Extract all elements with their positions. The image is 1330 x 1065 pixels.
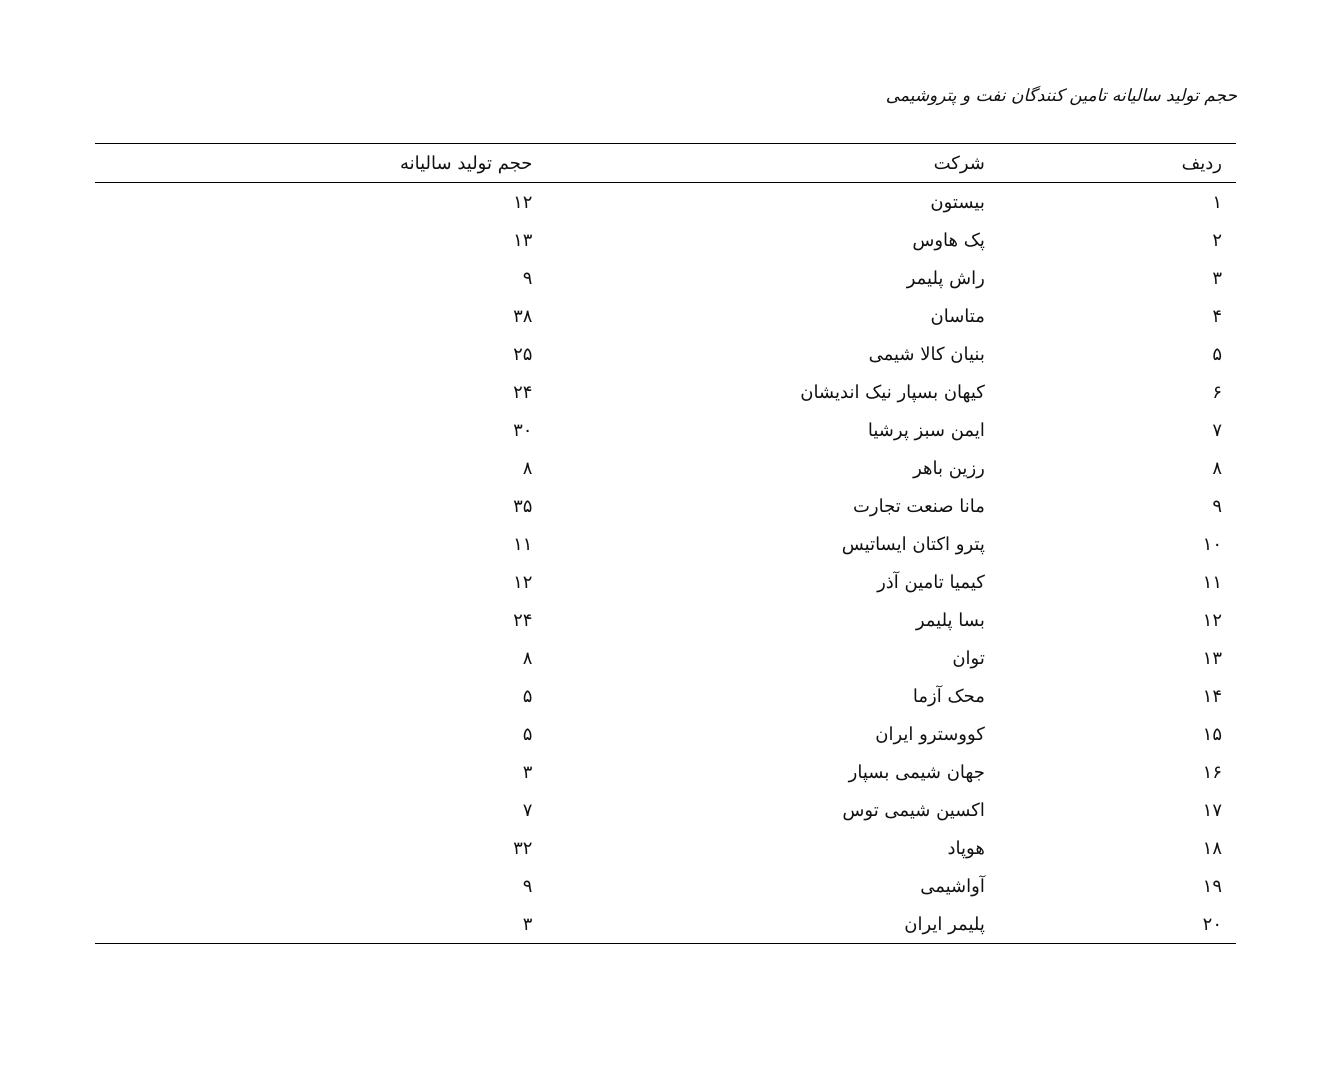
row-number-cell: ۱۲: [1202, 609, 1222, 631]
row-number-cell: ۹: [1212, 495, 1222, 517]
table-caption: حجم تولید سالیانه تامین کنندگان نفت و پتروشیمی: [885, 86, 1237, 106]
table-body: [95, 183, 1236, 944]
row-number-cell: ۸: [1212, 457, 1222, 479]
volume-cell: ۸: [522, 647, 533, 669]
table-row: [95, 373, 1236, 411]
table-row: [95, 867, 1236, 905]
table-row: [95, 487, 1236, 525]
volume-cell: ۳۸: [513, 305, 533, 327]
production-table: [95, 143, 1236, 944]
company-cell: پلیمر ایران: [904, 913, 985, 935]
row-number-cell: ۳: [1212, 267, 1222, 289]
company-cell: ایمن سبز پرشیا: [867, 419, 985, 441]
company-cell: راش پلیمر: [906, 267, 985, 289]
table-row: [95, 563, 1236, 601]
header-annual-volume: حجم تولید سالیانه: [399, 152, 533, 174]
volume-cell: ۷: [522, 799, 533, 821]
company-cell: پترو اکتان ایساتیس: [841, 533, 985, 555]
volume-cell: ۲۴: [513, 609, 533, 631]
company-cell: متاسان: [930, 305, 985, 327]
row-number-cell: ۴: [1212, 305, 1222, 327]
table-row: [95, 601, 1236, 639]
volume-cell: ۳: [522, 913, 533, 935]
table-row: [95, 297, 1236, 335]
header-row-number: ردیف: [1181, 152, 1222, 174]
volume-cell: ۸: [522, 457, 533, 479]
row-number-cell: ۱۳: [1202, 647, 1222, 669]
table-row: [95, 259, 1236, 297]
volume-cell: ۹: [522, 267, 533, 289]
table-row: [95, 829, 1236, 867]
company-cell: مانا صنعت تجارت: [852, 495, 985, 517]
row-number-cell: ۱۸: [1202, 837, 1222, 859]
table-row: [95, 791, 1236, 829]
row-number-cell: ۵: [1212, 343, 1222, 365]
company-cell: کیهان بسپار نیک اندیشان: [800, 381, 985, 403]
company-cell: هوپاد: [947, 837, 985, 859]
table-row: [95, 677, 1236, 715]
volume-cell: ۱۱: [513, 533, 533, 555]
table-row: [95, 525, 1236, 563]
table-header-row: [95, 144, 1236, 183]
company-cell: توان: [952, 647, 985, 669]
header-company: شرکت: [933, 152, 985, 174]
row-number-cell: ۲۰: [1202, 913, 1222, 935]
company-cell: بیستون: [930, 191, 985, 213]
row-number-cell: ۱۶: [1202, 761, 1222, 783]
company-cell: کووسترو ایران: [875, 723, 985, 745]
company-cell: جهان شیمی بسپار: [848, 761, 985, 783]
company-cell: آواشیمی: [920, 875, 985, 897]
table-row: [95, 905, 1236, 944]
volume-cell: ۲۴: [513, 381, 533, 403]
table-row: [95, 449, 1236, 487]
volume-cell: ۵: [522, 685, 533, 707]
row-number-cell: ۱۵: [1202, 723, 1222, 745]
company-cell: محک آزما: [912, 685, 985, 707]
table-row: [95, 715, 1236, 753]
table-row: [95, 639, 1236, 677]
company-cell: بسا پلیمر: [915, 609, 985, 631]
row-number-cell: ۱۴: [1202, 685, 1222, 707]
row-number-cell: ۱: [1212, 191, 1222, 213]
volume-cell: ۲۵: [513, 343, 533, 365]
volume-cell: ۵: [522, 723, 533, 745]
table-row: [95, 335, 1236, 373]
row-number-cell: ۷: [1212, 419, 1222, 441]
row-number-cell: ۶: [1212, 381, 1222, 403]
volume-cell: ۳۲: [513, 837, 533, 859]
volume-cell: ۳۰: [513, 419, 533, 441]
table-row: [95, 183, 1236, 222]
volume-cell: ۱۲: [513, 571, 533, 593]
row-number-cell: ۱۷: [1202, 799, 1222, 821]
volume-cell: ۳۵: [513, 495, 533, 517]
volume-cell: ۱۲: [513, 191, 533, 213]
company-cell: پک هاوس: [912, 229, 985, 251]
volume-cell: ۳: [522, 761, 533, 783]
table-row: [95, 753, 1236, 791]
row-number-cell: ۱۰: [1202, 533, 1222, 555]
row-number-cell: ۱۱: [1202, 571, 1222, 593]
row-number-cell: ۲: [1212, 229, 1222, 251]
volume-cell: ۹: [522, 875, 533, 897]
table-row: [95, 221, 1236, 259]
row-number-cell: ۱۹: [1202, 875, 1222, 897]
company-cell: رزین باهر: [913, 457, 985, 479]
volume-cell: ۱۳: [513, 229, 533, 251]
company-cell: کیمیا تامین آذر: [877, 571, 985, 593]
company-cell: اکسین شیمی توس: [842, 799, 985, 821]
table-row: [95, 411, 1236, 449]
company-cell: بنیان کالا شیمی: [868, 343, 985, 365]
